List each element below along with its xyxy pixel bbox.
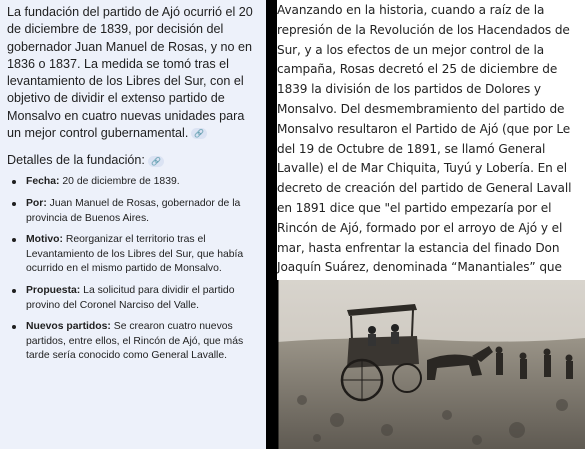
- historical-photo-svg: [277, 280, 585, 449]
- text-line: campaña, Rosas decretó el 25 de diciembre de: [277, 62, 558, 77]
- text-line: mar, hasta enfrentar la estancia del finado Don: [277, 240, 560, 255]
- text-line: Joaquín Suárez, denominada “Manantiales” que: [277, 260, 562, 275]
- list-item: Propuesta: La solicitud para dividir el partido provino del Coronel Narciso del Valle.: [7, 284, 260, 313]
- text-line: Sur, y a los efectos de un mejor control de la: [277, 42, 545, 57]
- list-item: Fecha: 20 de diciembre de 1839.: [7, 175, 260, 190]
- intro-paragraph: La fundación del partido de Ajó ocurrió el 20 de diciembre de 1839, por decisión del gobernador Juan Manuel de Rosas, y no en 1836 o 1837. La medida se tomó tras el levantamiento de los Libres del Sur, con el objetivo de dividir el extenso partido de Monsalvo en cuatro nuevas unidades para un mejor control gubernamental. 🔗: [7, 5, 253, 141]
- ai-answer-panel: [0, 0, 266, 449]
- facts-list: [7, 175, 260, 364]
- section-title: Detalles de la fundación: 🔗: [7, 152, 260, 169]
- list-item: Motivo: Reorganizar el territorio tras el Levantamiento de los Libres del Sur, que había ocurrido en el mismo partido de Monsalvo.: [7, 233, 260, 277]
- link-icon[interactable]: 🔗: [191, 128, 207, 139]
- text-line: 1839 la división de los partidos de Dolores y: [277, 82, 541, 97]
- text-line: Rincón de Ajó, formado por el arroyo de Ajó y el: [277, 220, 563, 235]
- list-item: Nuevos partidos: Se crearon cuatro nuevos partidos, entre ellos, el Rincón de Ajó, que más tarde sería conocido como General Lavalle.: [7, 320, 260, 364]
- text-line: del 19 de Octubre de 1891, se llamó General: [277, 141, 546, 156]
- article-panel: [277, 0, 585, 449]
- text-line: Monsalvo. Del desmembramiento del partido de: [277, 101, 565, 116]
- text-line: Avanzando en la historia, cuando a raíz de la: [277, 3, 545, 17]
- list-item: Por: Juan Manuel de Rosas, gobernador de la provincia de Buenos Aires.: [7, 197, 260, 226]
- text-line: en 1891 dice que "el partido empezaría por el: [277, 200, 552, 215]
- text-line: decreto de creación del partido de General Lavall: [277, 181, 572, 196]
- text-line: Monsalvo resultaron el Partido de Ajó (que por Le: [277, 121, 571, 136]
- article-text: [277, 0, 585, 298]
- link-icon[interactable]: 🔗: [148, 156, 164, 167]
- historical-photo: [277, 280, 585, 449]
- panel-divider: [266, 0, 277, 449]
- text-line: represión de la Revolución de los Hacendados de: [277, 22, 570, 37]
- text-line: Lavalle) el de Mar Chiquita, Tuyú y Lobería. En el: [277, 161, 568, 176]
